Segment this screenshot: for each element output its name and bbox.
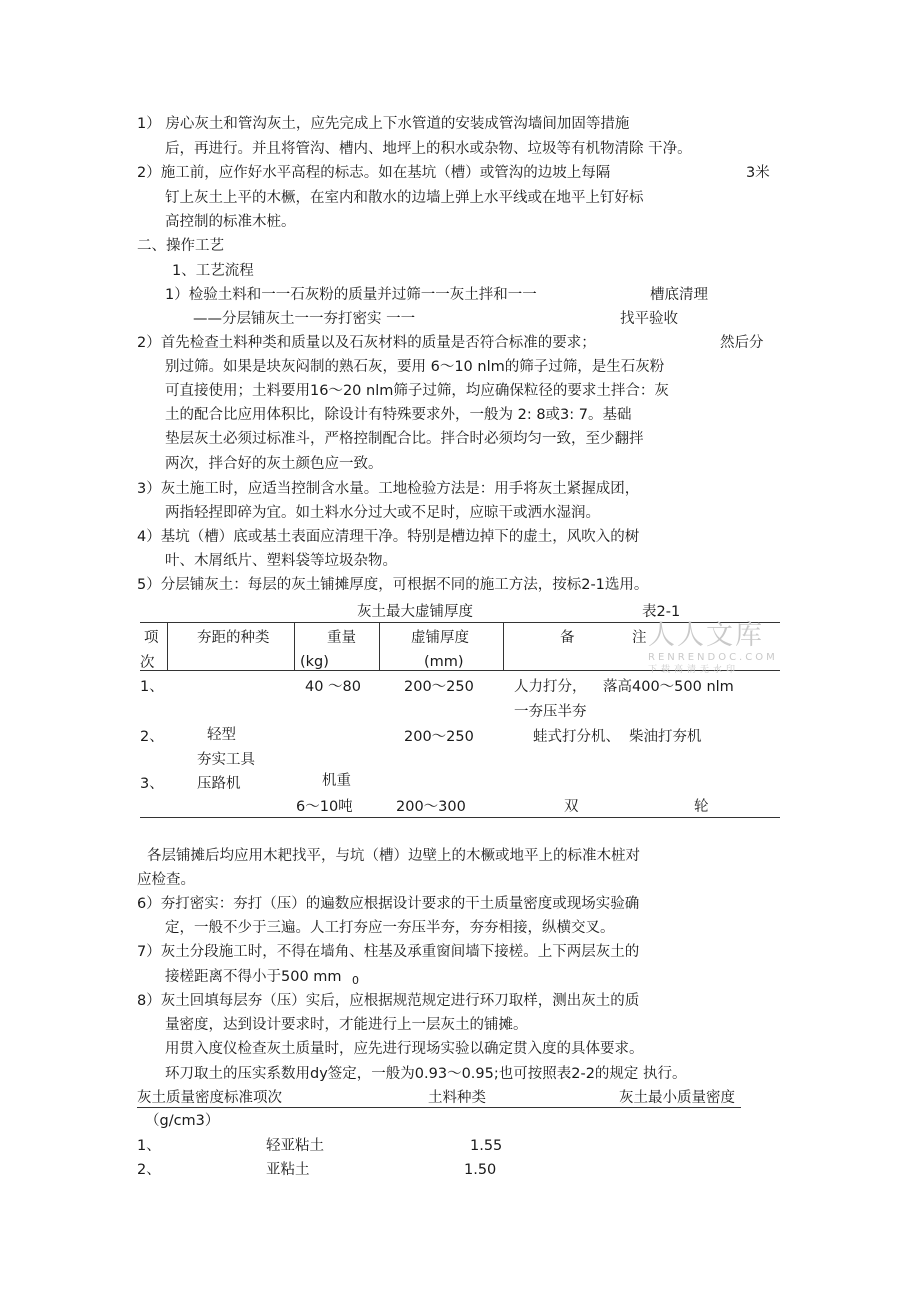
paragraph-line: 别过筛。如果是块灰闷制的熟石灰，要用 6～10 nlm的筛子过筛，是生石灰粉	[165, 359, 665, 375]
paragraph-line: 后，再进行。并且将管沟、槽内、地坪上的积水或杂物、垃圾等有机物清除 干净。	[165, 141, 692, 157]
paragraph-line: 5）分层铺灰土：每层的灰土铺摊厚度，可根据不同的施工方法，按标2-1选用。	[137, 577, 649, 593]
table-divider	[379, 622, 380, 670]
paragraph-line: 定，一般不少于三遍。人工打夯应一夯压半夯，夯夯相接，纵横交叉。	[165, 920, 615, 936]
table2-cell: 1.55	[470, 1138, 503, 1154]
paragraph-line: 环刀取土的压实系数用dy签定，一般为0.93～0.95;也可按照表2-2的规定 执行。	[165, 1066, 687, 1082]
table2-cell: 2、	[137, 1162, 161, 1178]
table-cell: 2、	[140, 729, 164, 745]
paragraph-line: 可直接使用；土料要用16～20 nlm筛子过筛，均应确保粒径的要求土拌合：灰	[165, 383, 669, 399]
paragraph-line: 两指轻捏即碎为宜。如土料水分过大或不足时，应晾干或洒水湿润。	[165, 505, 600, 521]
table-cell: 轮	[694, 799, 709, 815]
table-cell: 机重	[322, 773, 351, 789]
header-weight: 重量	[327, 630, 356, 646]
header-remark: 备	[560, 630, 575, 646]
paragraph-line: 垫层灰土必须过标准斗，严格控制配合比。拌合时必须均匀一致，至少翻拌	[165, 431, 644, 447]
process-flow-line: 1）检验土料和一一石灰粉的质量并过筛一一灰土拌和一一	[165, 287, 537, 303]
header-thickness: 虚铺厚度	[411, 630, 469, 646]
table2-header-1: 灰土质量密度标准项次	[137, 1090, 282, 1106]
paragraph-line: 钉上灰土上平的木橛，在室内和散水的边墙上弹上水平线或在地平上钉好标	[165, 190, 644, 206]
table2-cell: 1、	[137, 1138, 161, 1154]
paragraph-line: 量密度，达到设计要求时，才能进行上一层灰土的铺摊。	[165, 1017, 528, 1033]
paragraph-line: 然后分	[720, 335, 764, 351]
header-thickness-unit: (mm)	[424, 654, 464, 670]
table-cell: 3、	[140, 776, 164, 792]
header-item: 项	[144, 630, 159, 646]
paragraph-line: 2）施工前，应作好水平高程的标志。如在基坑（槽）或管沟的边坡上每隔	[137, 165, 611, 181]
paragraph-line: 高控制的标准木桩。	[165, 214, 296, 230]
table-divider	[294, 622, 295, 670]
paragraph-line: 2）首先检查土料种类和质量以及石灰材料的质量是否符合标准的要求；	[137, 335, 596, 351]
paragraph-line: 4）基坑（槽）底或基土表面应清理干净。特别是槽边掉下的虚土，风吹入的树	[137, 529, 640, 545]
table-cell: 夯实工具	[197, 752, 255, 768]
header-item: 次	[140, 655, 155, 671]
paragraph-line: 6）夯打密实：夯打（压）的遍数应根据设计要求的干土质量密度或现场实验确	[137, 896, 640, 912]
process-flow-line: 槽底清理	[650, 287, 708, 303]
table-cell: 落高400～500 nlm	[603, 679, 734, 695]
paragraph-line: 土的配合比应用体积比，除设计有特殊要求外，一般为 2: 8或3: 7。基础	[165, 407, 632, 423]
process-flow-line: 找平验收	[620, 311, 678, 327]
paragraph-line: 接槎距离不得小于500 mm	[165, 969, 342, 985]
table-cell: 200～300	[396, 799, 466, 815]
table-cell: 压路机	[197, 776, 241, 792]
paragraph-line: 1） 房心灰土和管沟灰土，应先完成上下水管道的安装成管沟墙间加固等措施	[137, 116, 630, 132]
table2-cell: 1.50	[464, 1162, 497, 1178]
paragraph-line: 各层铺摊后均应用木耙找平，与坑（槽）边壁上的木橛或地平上的标准木桩对	[147, 848, 640, 864]
watermark-logo	[648, 620, 778, 676]
table-cell: 轻型	[207, 727, 236, 743]
table-cell: 40 ～80	[305, 679, 362, 695]
table2-header-rule	[137, 1107, 741, 1108]
table2-cell: 轻亚粘土	[266, 1138, 324, 1154]
process-flow-line: ——分层铺灰土一一夯打密实 一一	[193, 311, 416, 327]
table-divider	[503, 622, 504, 670]
table2-cell: 亚粘土	[266, 1162, 310, 1178]
watermark-tagline: 下载高清无水印	[648, 665, 740, 675]
table-cell: 一夯压半夯	[514, 704, 587, 720]
header-weight-unit: (kg)	[300, 654, 329, 670]
table-cell: 人力打分，	[514, 679, 587, 695]
header-remark: 注	[632, 630, 647, 646]
paragraph-line: 叶、木屑纸片、塑料袋等垃圾杂物。	[165, 553, 397, 569]
table-label: 表2-1	[642, 604, 681, 620]
paragraph-line: 0	[352, 974, 359, 987]
paragraph-line: 应检查。	[137, 872, 195, 888]
table-cell: 双	[564, 799, 579, 815]
watermark-site: RENRENDOC.COM	[648, 652, 778, 663]
table-cell: 蛙式打分机、	[533, 729, 620, 745]
table-cell: 6～10吨	[296, 799, 353, 815]
paragraph-line: 7）灰土分段施工时，不得在墙角、柱基及承重窗间墙下接槎。上下两层灰土的	[137, 944, 640, 960]
header-type: 夯距的种类	[197, 630, 270, 646]
table-cell: 1、	[140, 679, 164, 695]
table2-unit: （g/cm3）	[145, 1113, 220, 1129]
paragraph-line: 3米	[746, 165, 770, 181]
watermark-title: 人人文库	[648, 620, 764, 651]
table2-header-2: 土料种类	[428, 1090, 486, 1106]
table-cell: 200～250	[404, 679, 474, 695]
paragraph-line: 用贯入度仪检查灰土质量时，应先进行现场实验以确定贯入度的具体要求。	[165, 1041, 644, 1057]
table-divider	[167, 622, 168, 670]
table-bottom-rule	[140, 817, 780, 818]
paragraph-line: 3）灰土施工时，应适当控制含水量。工地检验方法是：用手将灰土紧握成团，	[137, 481, 640, 497]
paragraph-line: 两次，拌合好的灰土颜色应一致。	[165, 456, 383, 472]
paragraph-line: 8）灰土回填每层夯（压）实后，应根据规范规定进行环刀取样，测出灰土的质	[137, 993, 640, 1009]
table2-header-3: 灰土最小质量密度	[619, 1090, 735, 1106]
table-cell: 柴油打夯机	[629, 729, 702, 745]
section-heading: 二、操作工艺	[137, 238, 224, 254]
subsection-heading: 1、工艺流程	[172, 263, 254, 279]
table-title: 灰土最大虚铺厚度	[357, 604, 473, 620]
table-cell: 200～250	[404, 729, 474, 745]
